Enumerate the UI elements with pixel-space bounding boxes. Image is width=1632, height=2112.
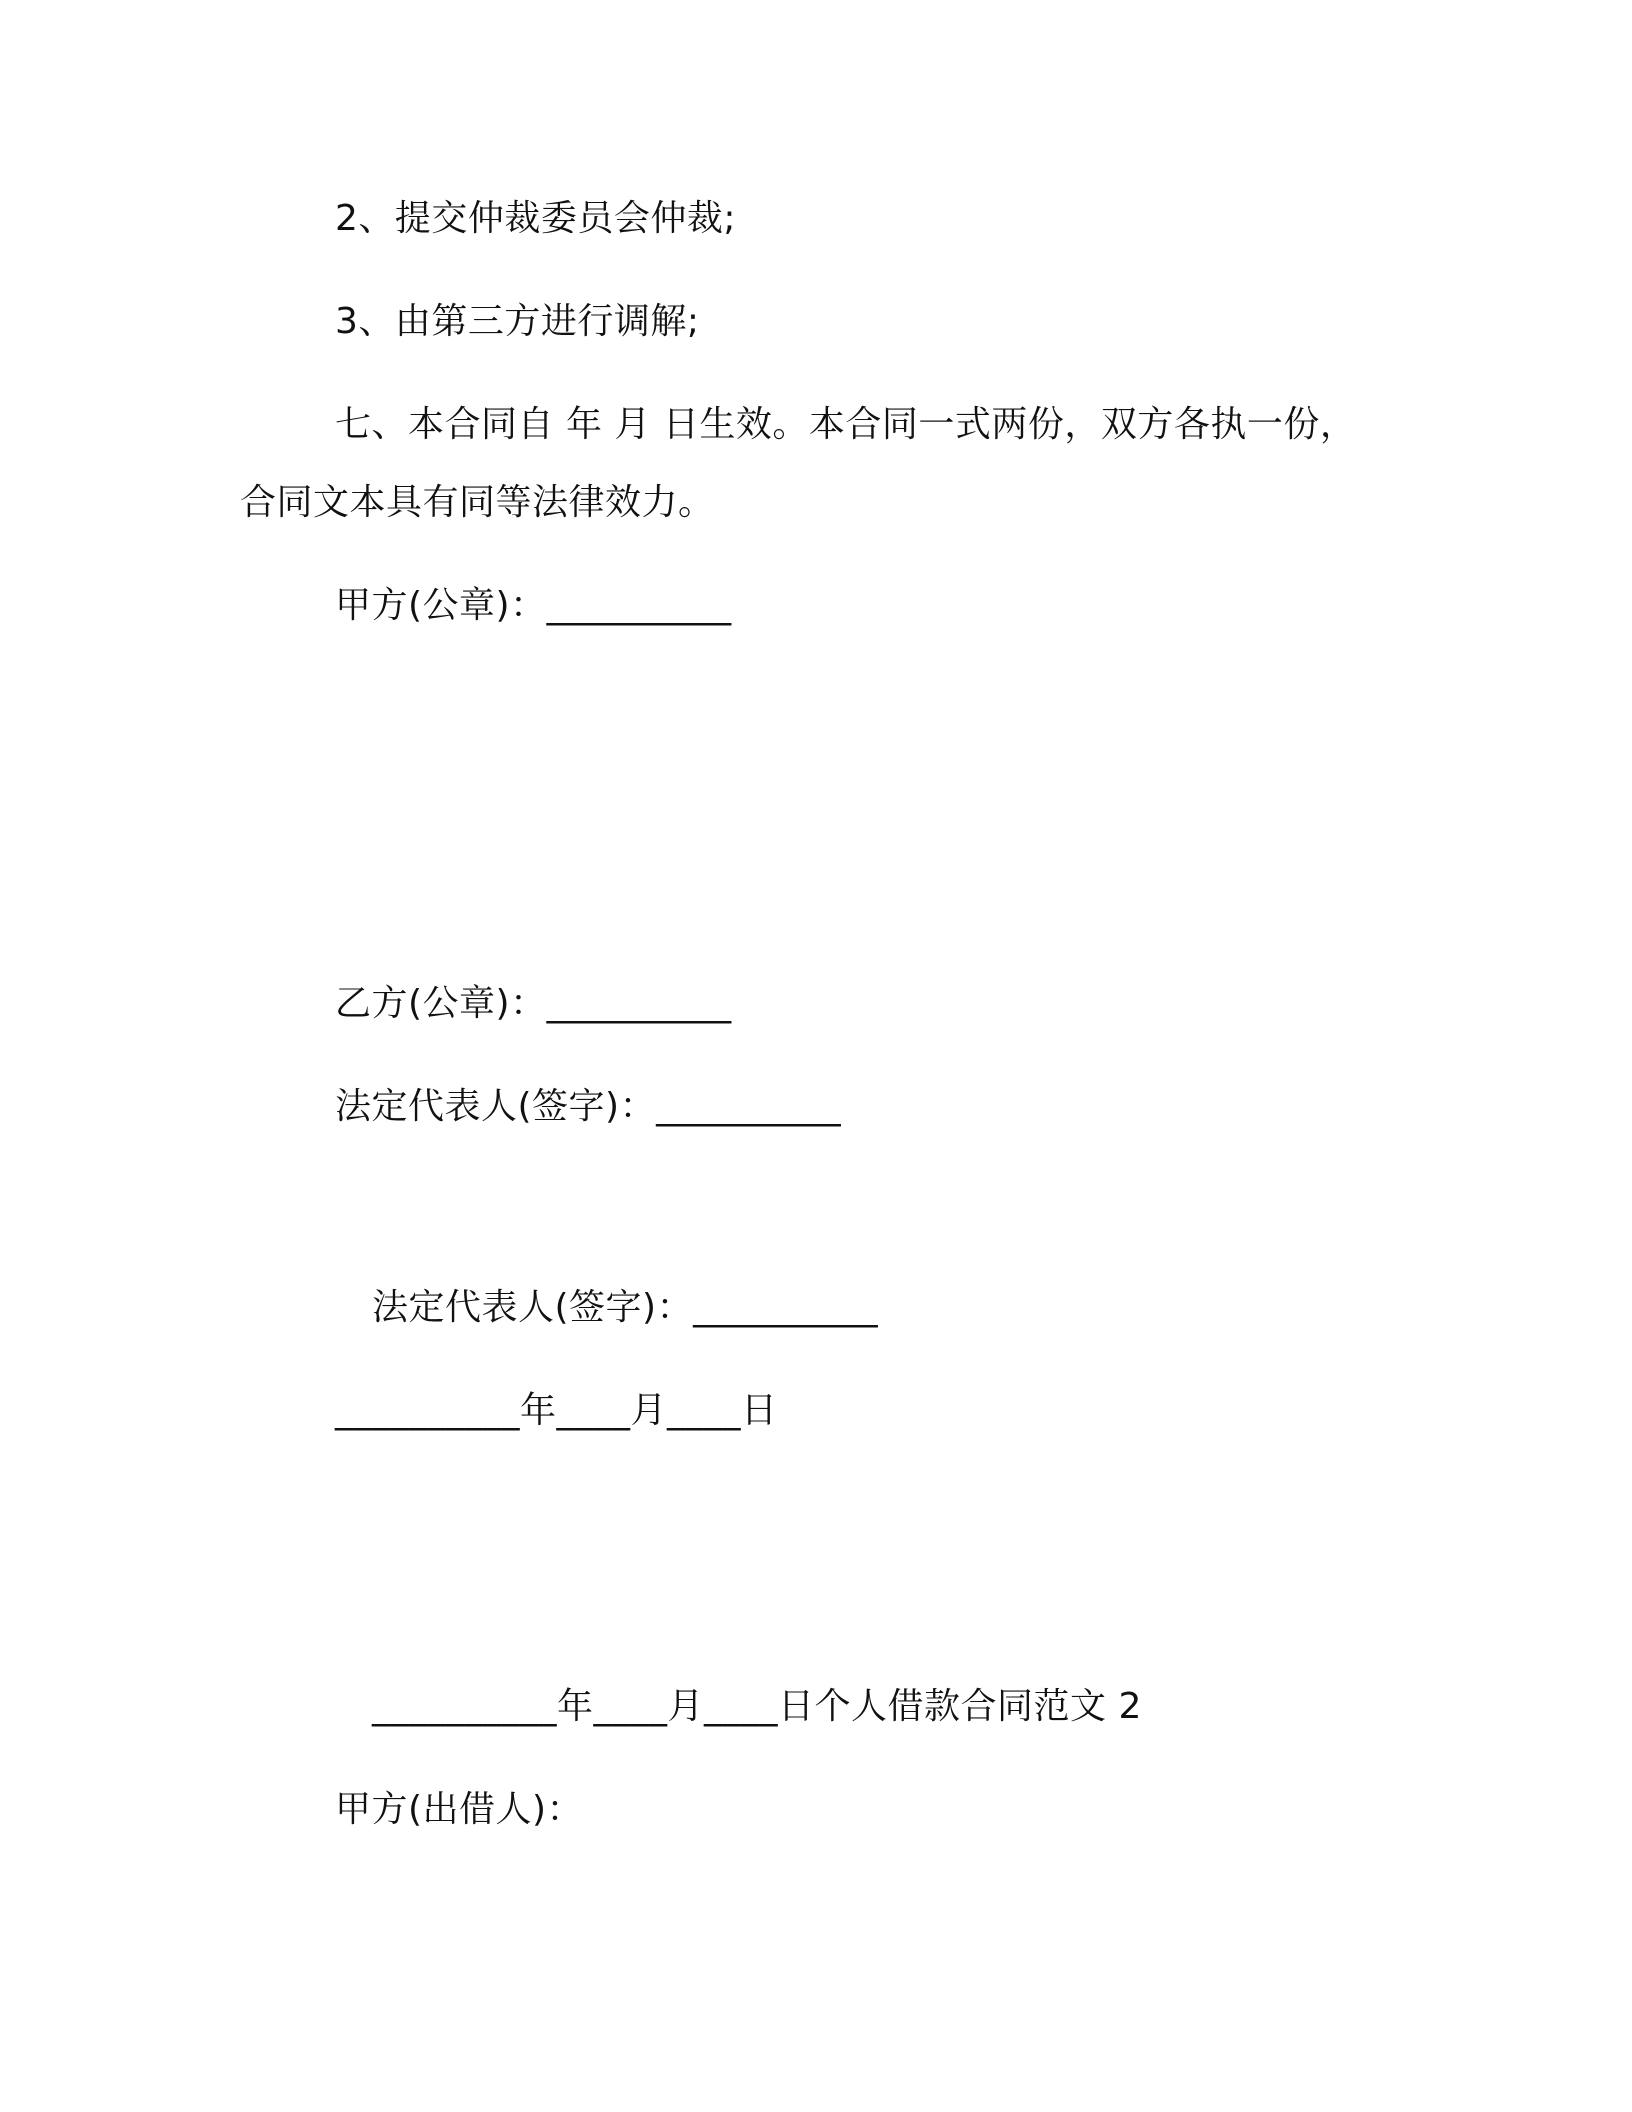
date-line: __________年____月____日 bbox=[335, 1390, 778, 1431]
party-b-seal-line: 乙方(公章)：__________ bbox=[335, 983, 732, 1024]
clause-effective-date: 七、本合同自 年 月 日生效。本合同一式两份，双方各执一份， bbox=[335, 404, 1357, 445]
legal-representative-signature-line: 法定代表人(签字)：__________ bbox=[335, 1086, 842, 1127]
legal-representative-signature-line-2: 法定代表人(签字)：__________ bbox=[372, 1287, 879, 1328]
date-line-with-next-title: __________年____月____日个人借款合同范文 2 bbox=[372, 1686, 1142, 1727]
clause-mediation: 3、由第三方进行调解; bbox=[335, 301, 700, 342]
party-a-seal-line: 甲方(公章)：__________ bbox=[335, 585, 732, 626]
lender-party-line: 甲方(出借人)： bbox=[335, 1789, 584, 1830]
clause-arbitration: 2、提交仲裁委员会仲裁; bbox=[335, 198, 737, 239]
clause-effective-date-continued: 合同文本具有同等法律效力。 bbox=[240, 482, 715, 523]
